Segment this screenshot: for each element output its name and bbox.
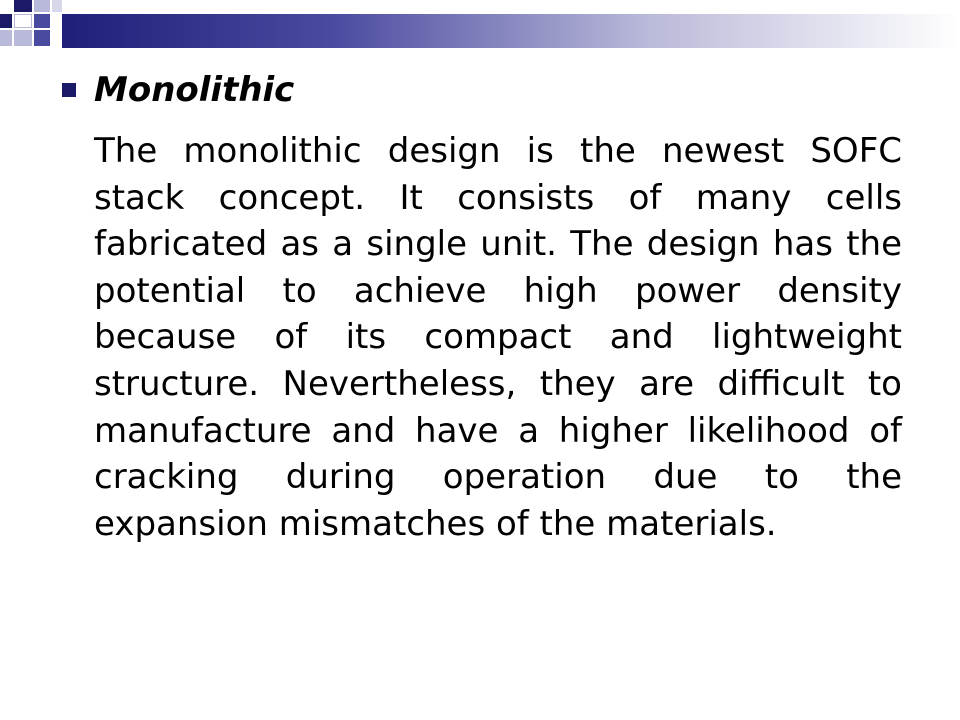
deco-square-8 <box>0 30 12 46</box>
deco-square-6 <box>14 30 32 46</box>
slide-body-text: The monolithic design is the newest SOFC stack concept. It consists of many cells fabricated as a single unit. The design has the potential to achieve high power density because of its compact and lightweight structure. Nevertheless, they are difficult to manufacture and have a higher likelihood of cracking during operation due to the expansion mismatches of the materials. <box>94 131 902 544</box>
title-gradient-bar <box>62 14 960 48</box>
deco-square-2 <box>0 14 12 28</box>
deco-square-5 <box>34 14 50 28</box>
deco-square-7 <box>34 30 50 46</box>
deco-square-9 <box>52 0 62 12</box>
slide-heading: Monolithic <box>94 70 295 110</box>
deco-square-1 <box>14 0 32 12</box>
deco-square-3 <box>14 14 32 28</box>
deco-square-4 <box>34 0 50 12</box>
bullet-square-icon <box>62 83 76 97</box>
corner-decoration <box>0 0 70 60</box>
bullet-heading-row <box>62 70 294 110</box>
